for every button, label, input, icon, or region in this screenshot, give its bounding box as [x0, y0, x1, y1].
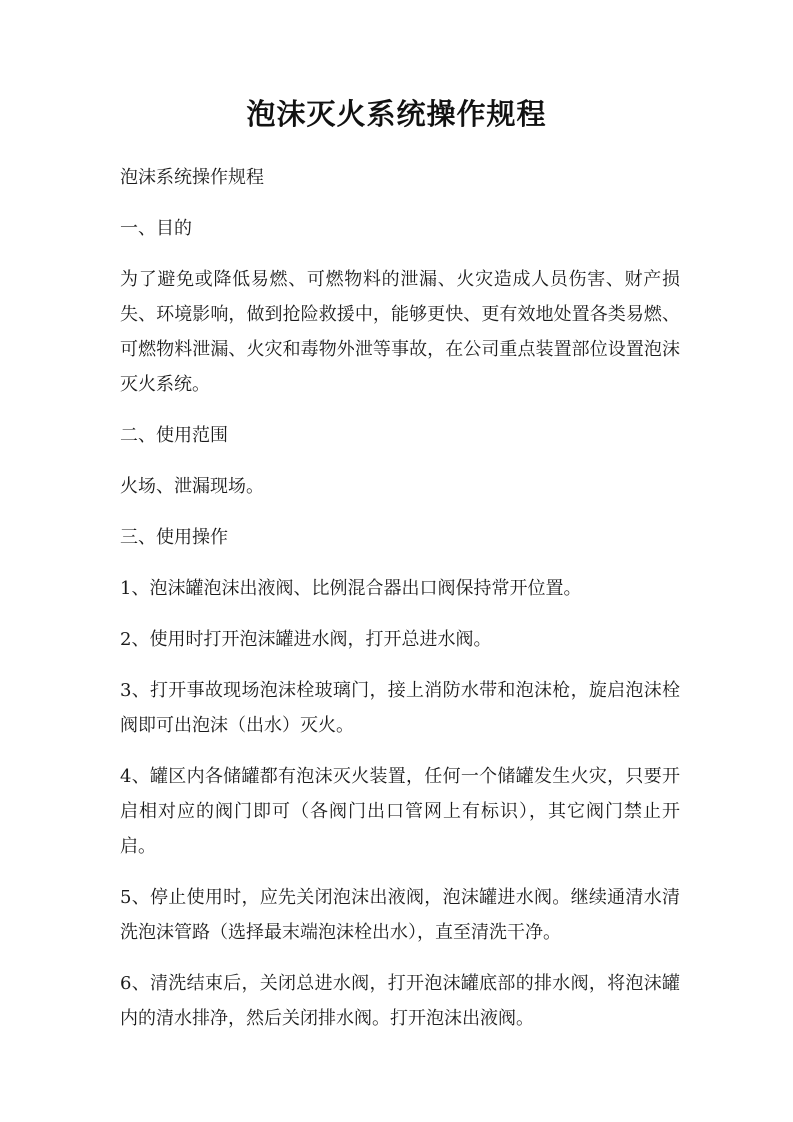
operation-step-1: 1、泡沫罐泡沫出液阀、比例混合器出口阀保持常开位置。 — [120, 578, 582, 599]
document-title: 泡沫灭火系统操作规程 — [246, 97, 547, 131]
scope-paragraph: 火场、泄漏现场。 — [120, 476, 264, 497]
section-heading-purpose: 一、目的 — [120, 218, 192, 239]
operation-step-4: 4、罐区内各储罐都有泡沫灭火装置，任何一个储罐发生火灾，只要开启相对应的阀门即可（各阀门出口管网上有标识），其它阀门禁止开启。 — [120, 766, 680, 857]
operation-step-5: 5、停止使用时，应先关闭泡沫出液阀，泡沫罐进水阀。继续通清水清洗泡沫管路（选择最末端泡沫栓出水），直至清洗干净。 — [120, 887, 680, 943]
operation-step-3: 3、打开事故现场泡沫栓玻璃门，接上消防水带和泡沫枪，旋启泡沫栓阀即可出泡沫（出水）灭火。 — [120, 680, 680, 736]
document-body — [120, 160, 680, 1052]
purpose-paragraph: 为了避免或降低易燃、可燃物料的泄漏、火灾造成人员伤害、财产损失、环境影响，做到抢险救援中，能够更快、更有效地处置各类易燃、可燃物料泄漏、火灾和毒物外泄等事故，在公司重点装置部位设置泡沫灭火系统。 — [120, 269, 680, 395]
section-heading-scope: 二、使用范围 — [120, 425, 228, 446]
operation-step-6: 6、清洗结束后，关闭总进水阀，打开泡沫罐底部的排水阀，将泡沫罐内的清水排净，然后关闭排水阀。打开泡沫出液阀。 — [120, 973, 680, 1029]
operation-step-2: 2、使用时打开泡沫罐进水阀，打开总进水阀。 — [120, 629, 492, 650]
section-heading-system: 泡沫系统操作规程 — [120, 167, 264, 188]
section-heading-operation: 三、使用操作 — [120, 527, 228, 548]
